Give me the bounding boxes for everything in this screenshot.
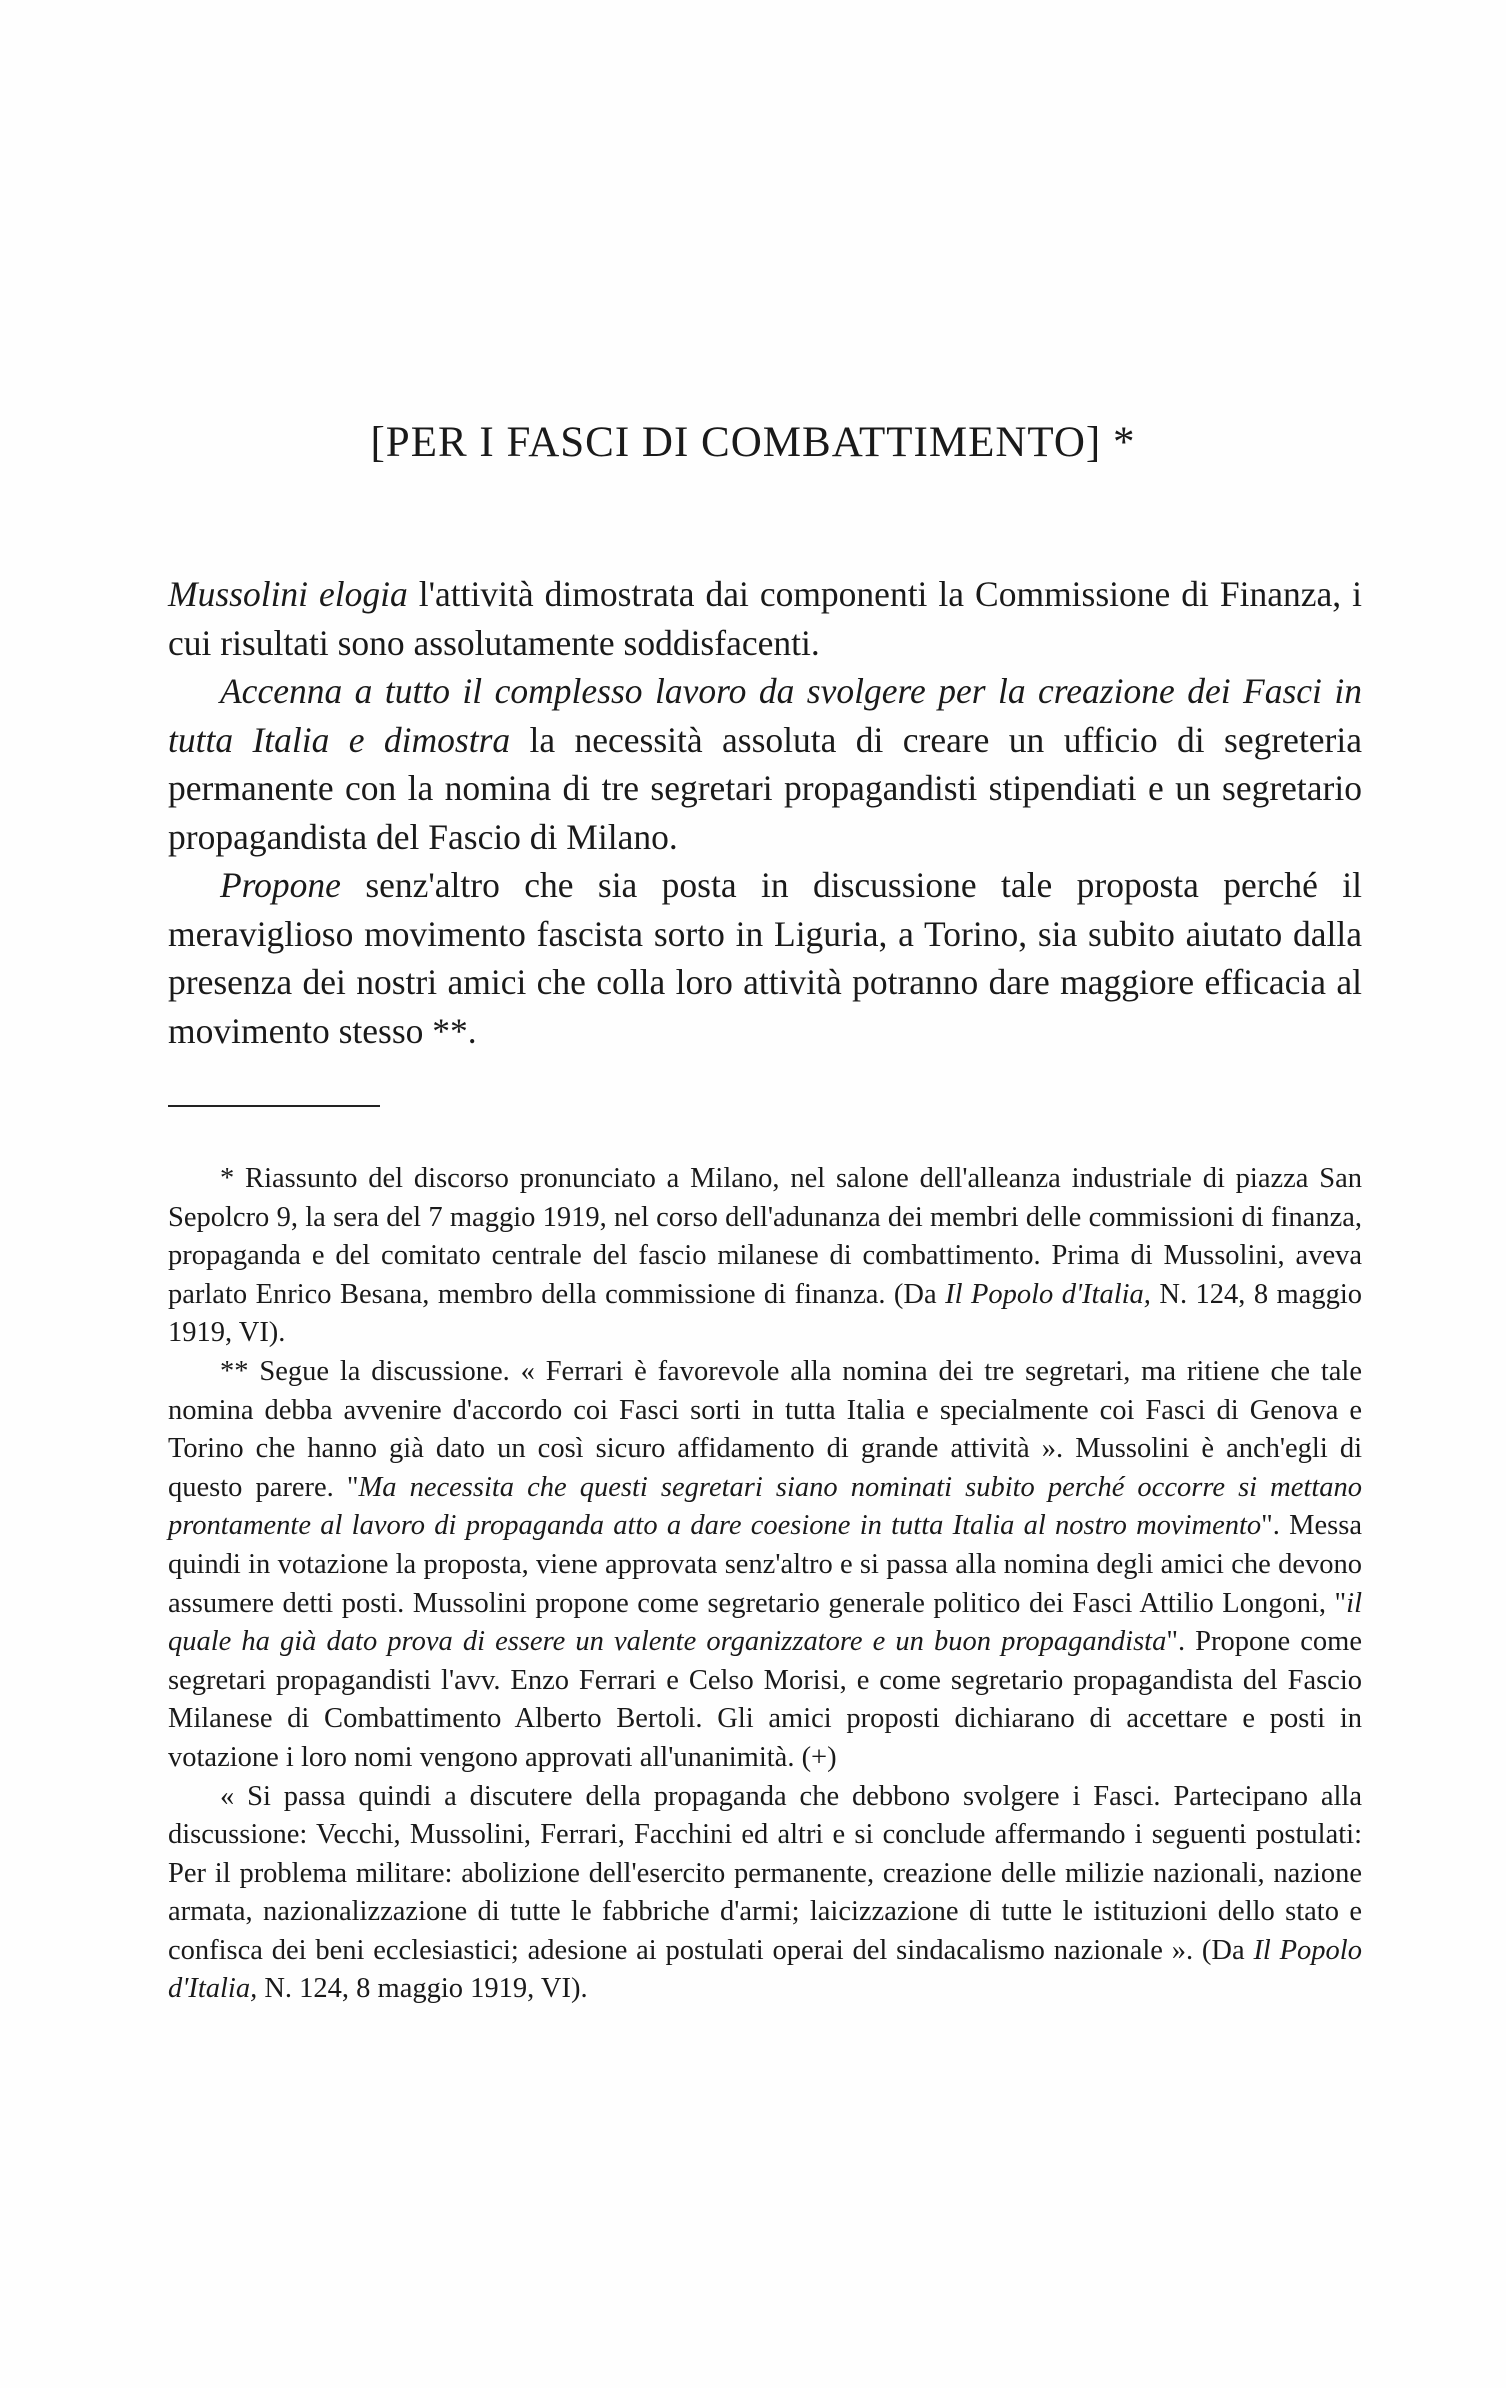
footnote-2: ** Segue la discussione. « Ferrari è favorevole alla nomina dei tre segretari, ma ritiene che tale nomina debba avvenire d'accordo coi Fasci sorti in tutta Italia e specialmente coi Fasci di Genova e Torino che hanno già dato un così sicuro affidamento di grande attività ». Mussolini è anch'egli di questo parere. "Ma necessita che questi segretari siano nominati subito perché occorre si mettano prontamente al lavoro di propaganda atto a dare coesione in tutta Italia al nostro movimento". Messa quindi in votazione la proposta, viene approvata senz'altro e si passa alla nomina degli amici che devono assumere detti posti. Mussolini propone come segretario generale politico dei Fasci Attilio Longoni, "il quale ha già dato prova di essere un valente organizzatore e un buon propagandista". Propone come segretari propagandisti l'avv. Enzo Ferrari e Celso Morisi, e come segretario propagandista del Fascio Milanese di Combattimento Alberto Bertoli. Gli amici proposti dichiarano di accettare e posti in votazione i loro nomi vengono approvati all'unanimità. (+) <box>168 1355 1362 1773</box>
italic-lead: Accenna a tutto il complesso lavoro da svolgere per la creazione dei Fasci in tutta Italia e dimostra <box>168 671 1362 760</box>
page-title: [PER I FASCI DI COMBATTIMENTO] * <box>370 419 1136 466</box>
footnote-3: « Si passa quindi a discutere della propaganda che debbono svolgere i Fasci. Partecipano alla discussione: Vecchi, Mussolini, Ferrari, Facchini ed altri e si conclude affermando i seguenti postulati: Per il problema militare: abolizione dell'esercito permanente, creazione delle milizie nazionali, nazione armata, nazionalizzazione di tutte le fabbriche d'armi; laicizzazione di tutte le istituzioni dello stato e confisca dei beni ecclesiastici; adesione ai postulati operai del sindacalismo nazionale ». (Da Il Popolo d'Italia, N. 124, 8 maggio 1919, VI). <box>168 1780 1362 2005</box>
paragraph-2: Accenna a tutto il complesso lavoro da svolgere per la creazione dei Fasci in tutta Italia e dimostra la necessità assoluta di creare un ufficio di segreteria permanente con la nomina di tre segretari propagandisti stipendiati e un segretario propagandista del Fascio di Milano. <box>168 671 1363 857</box>
paragraph-1: Mussolini elogia l'attività dimostrata dai componenti la Commissione di Finanza, i cui risultati sono assolutamente soddisfacenti. <box>168 574 1363 663</box>
paragraph-3: Propone senz'altro che sia posta in discussione tale proposta perché il meraviglioso movimento fascista sorto in Liguria, a Torino, sia subito aiutato dalla presenza dei nostri amici che colla loro attività potranno dare maggiore efficacia al movimento stesso **. <box>168 865 1362 1051</box>
italic-lead: Mussolini elogia <box>168 574 408 614</box>
main-text <box>168 570 1362 1055</box>
footnote-1: * Riassunto del discorso pronunciato a Milano, nel salone dell'alleanza industriale di piazza San Sepolcro 9, la sera del 7 maggio 1919, nel corso dell'adunanza dei membri delle commissioni di finanza, propaganda e del comitato centrale del fascio milanese di combattimento. Prima di Mussolini, aveva parlato Enrico Besana, membro della commissione di finanza. (Da Il Popolo d'Italia, N. 124, 8 maggio 1919, VI). <box>168 1163 1362 1349</box>
footnotes <box>168 1160 1362 2009</box>
footnote-divider <box>168 1105 380 1107</box>
italic-lead: Propone <box>220 865 341 905</box>
